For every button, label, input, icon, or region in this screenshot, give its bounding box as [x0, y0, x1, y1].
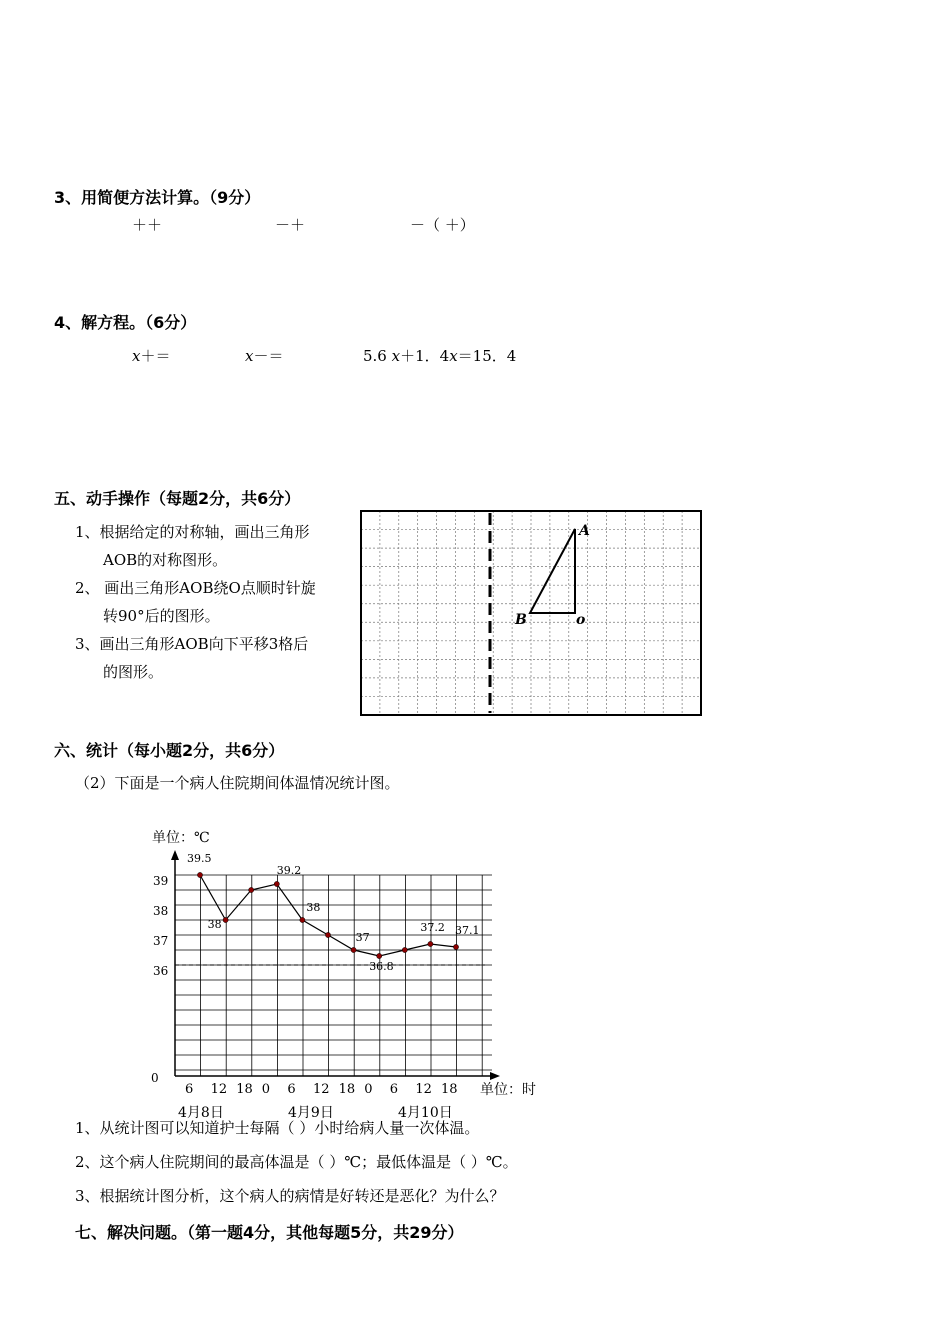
- y-tick-label: 36: [153, 964, 169, 978]
- data-label: 38: [306, 901, 321, 914]
- data-label: 38: [207, 918, 222, 931]
- x-unit-label: 单位：时: [480, 1082, 536, 1098]
- data-label: 36.8: [369, 960, 394, 973]
- x-tick-label: 6: [389, 1082, 399, 1097]
- triangle-aob: [530, 529, 575, 613]
- section4-heading: 4、解方程。（6分）: [54, 313, 197, 332]
- data-label: 37: [355, 931, 370, 944]
- data-point: [223, 917, 228, 922]
- label-o: o: [576, 612, 586, 628]
- x-tick-label: 0: [364, 1082, 373, 1097]
- label-a: A: [579, 523, 590, 539]
- equation-1: [132, 345, 170, 366]
- x-tick-label: 18: [236, 1082, 253, 1097]
- eq3-var2: x: [449, 347, 458, 365]
- section3-heading: 3、用简便方法计算。（9分）: [54, 188, 261, 207]
- date-label: 4月10日: [398, 1105, 453, 1121]
- y-tick-label: 38: [153, 904, 169, 918]
- data-label: 39.2: [276, 864, 302, 877]
- data-label: 37.2: [420, 921, 445, 934]
- section3-expr2: －＋: [275, 216, 306, 234]
- data-point: [351, 947, 356, 952]
- data-point: [377, 953, 382, 958]
- section3-expr1: ＋＋: [132, 216, 163, 234]
- x-tick-label: 6: [287, 1082, 296, 1097]
- chart-grid: [175, 875, 492, 1076]
- data-point: [453, 944, 458, 949]
- origin-label: 0: [151, 1071, 159, 1085]
- stat-question-3: 3、根据统计图分析，这个病人的病情是好转还是恶化？为什么？: [75, 1187, 505, 1205]
- task3-line1: 3、画出三角形AOB向下平移3格后: [75, 635, 309, 653]
- eq1-rest: ＋＝: [140, 347, 171, 365]
- date-label: 4月8日: [178, 1105, 224, 1121]
- eq3-b: ＋1．4: [400, 347, 450, 365]
- series-line: [200, 875, 456, 956]
- geometry-grid: [345, 505, 707, 725]
- stat-question-2: 2、这个病人住院期间的最高体温是（ ）℃；最低体温是（ ）℃。: [75, 1153, 518, 1171]
- section3-expr3: －（ ＋）: [410, 216, 475, 234]
- task2-line2: 转90°后的图形。: [103, 607, 220, 625]
- data-point: [325, 932, 330, 937]
- data-point: [300, 917, 305, 922]
- section6-intro: （2）下面是一个病人住院期间体温情况统计图。: [75, 774, 400, 792]
- equation-3: [363, 345, 516, 366]
- data-point: [197, 872, 202, 877]
- x-axis-arrow: [490, 1072, 500, 1080]
- label-b: B: [515, 612, 527, 628]
- section5-heading: 五、动手操作（每题2分，共6分）: [54, 489, 301, 508]
- eq3-a: 5.6: [363, 347, 387, 365]
- eq2-rest: －＝: [253, 347, 284, 365]
- eq3-var1: x: [391, 347, 401, 365]
- task1-line2: AOB的对称图形。: [103, 551, 228, 569]
- x-tick-label: 6: [185, 1082, 194, 1097]
- x-tick-label: 12: [415, 1082, 432, 1097]
- data-point: [428, 941, 433, 946]
- data-point: [402, 947, 407, 952]
- section7-heading: 七、解决问题。（第一题4分，其他每题5分，共29分）: [75, 1223, 464, 1242]
- x-tick-label: 18: [441, 1082, 458, 1097]
- task1-line1: 1、根据给定的对称轴，画出三角形: [75, 523, 310, 541]
- temperature-chart: [140, 820, 560, 1125]
- data-point: [249, 887, 254, 892]
- task2-line1: 2、 画出三角形AOB绕O点顺时针旋: [75, 579, 316, 597]
- x-tick-label: 12: [210, 1082, 228, 1097]
- task3-line2: 的图形。: [103, 663, 164, 681]
- x-tick-label: 12: [313, 1082, 330, 1097]
- eq2-var: x: [245, 347, 254, 365]
- date-label: 4月9日: [288, 1105, 334, 1121]
- stat-question-1: 1、从统计图可以知道护士每隔（ ）小时给病人量一次体温。: [75, 1119, 480, 1137]
- y-tick-label: 39: [153, 874, 169, 888]
- y-unit-label: 单位：℃: [152, 830, 210, 846]
- equation-2: [245, 345, 283, 366]
- x-tick-label: 18: [338, 1082, 356, 1097]
- data-label: 37.1: [455, 924, 480, 937]
- data-point: [274, 881, 279, 886]
- data-label: 39.5: [187, 852, 212, 865]
- section6-heading: 六、统计（每小题2分，共6分）: [54, 741, 285, 760]
- y-tick-label: 37: [153, 934, 169, 948]
- eq1-var: x: [132, 347, 141, 365]
- x-tick-label: 0: [261, 1082, 271, 1097]
- y-axis-arrow: [171, 850, 179, 860]
- eq3-c: ＝15．4: [457, 347, 517, 365]
